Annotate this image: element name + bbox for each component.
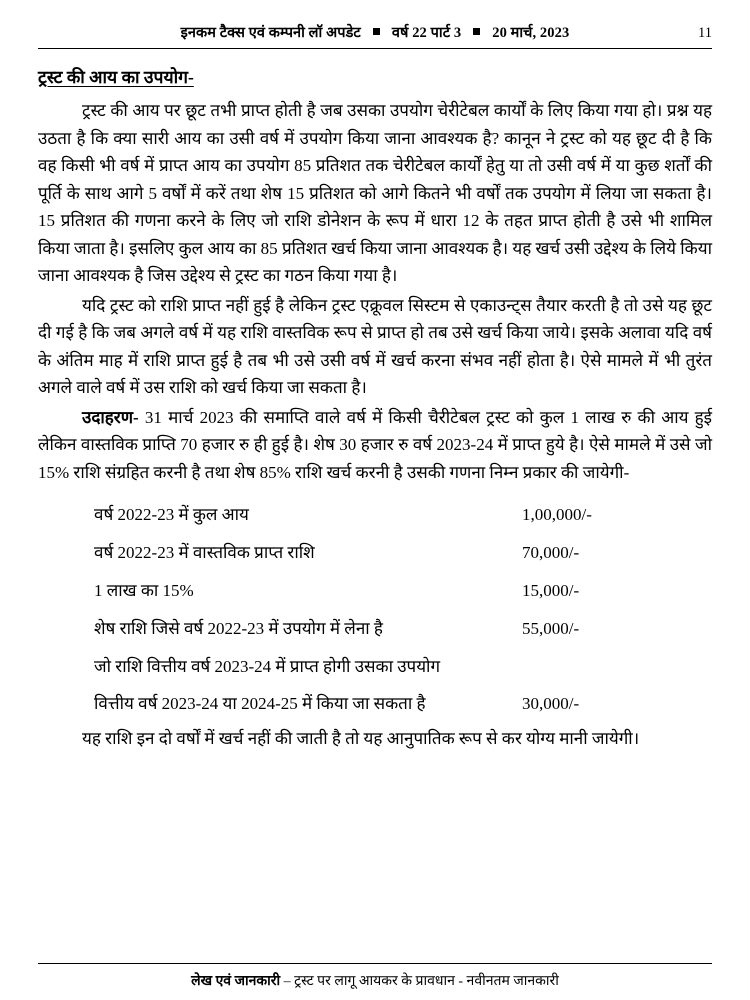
page-footer: [38, 963, 712, 990]
issue-date: 20 मार्च, 2023: [492, 25, 570, 41]
volume-part: वर्ष 22 पार्ट 3: [391, 25, 462, 41]
table-row: [38, 572, 712, 610]
paragraph: यदि ट्रस्ट को राशि प्राप्त नहीं हुई है लेकिन ट्रस्ट एक्रूवल सिस्टम से एकाउन्ट्स तैयार करती है तो उसे यह छूट दी गई है कि जब अगले वर्ष में यह राशि वास्तविक रूप से प्राप्त हो तब उसे खर्च किया जाये। इसके अलावा यदि वर्ष के अंतिम माह में राशि प्राप्त हुई है तब भी उसे उसी वर्ष में खर्च करना संभव नहीं होता है। ऐसे मामले में भी तुरंत अगले वाले वर्ष में उस राशि को खर्च किया जा सकता है।: [38, 295, 712, 398]
page-content: [38, 53, 712, 957]
table-cell-value: 15,000/-: [522, 581, 580, 601]
table-cell-value: 70,000/-: [522, 543, 580, 563]
square-bullet-icon: [373, 28, 380, 35]
table-cell-label: वर्ष 2022-23 में कुल आय: [94, 505, 249, 525]
journal-title: इनकम टैक्स एवं कम्पनी लॉ अपडेट: [180, 25, 361, 41]
running-head: [38, 22, 712, 42]
footer-label: लेख एवं जानकारी: [191, 974, 281, 989]
table-cell-label: शेष राशि जिसे वर्ष 2022-23 में उपयोग में लेना है: [94, 618, 383, 638]
page-header: [38, 22, 712, 49]
computation-table: [38, 496, 712, 723]
page-number: 11: [698, 25, 712, 41]
example-label: उदाहरण-: [82, 407, 139, 427]
example-text: 31 मार्च 2023 की समाप्ति वाले वर्ष में किसी चैरीटेबल ट्रस्ट को कुल 1 लाख रु की आय हुई लेकिन वास्तविक प्राप्ति 70 हजार रु ही हुई है। शेष 30 हजार रु वर्ष 2023-24 में प्राप्त हुये है। ऐसे मामले में उसे जो 15% राशि संग्रहित करनी है तथा शेष 85% राशि खर्च करनी है उसकी गणना निम्न प्रकार की जायेगी-: [38, 407, 712, 482]
table-cell-label: वर्ष 2022-23 में वास्तविक प्राप्त राशि: [94, 543, 315, 563]
table-cell-label: वित्तीय वर्ष 2023-24 या 2024-25 में किया जा सकता है: [94, 694, 426, 714]
table-cell-value: 30,000/-: [522, 694, 580, 714]
paragraph: ट्रस्ट की आय पर छूट तभी प्राप्त होती है जब उसका उपयोग चेरीटेबल कार्यों के लिए किया गया हो। प्रश्न यह उठता है कि क्या सारी आय का उसी वर्ष में उपयोग किया जाना आवश्यक है? कानून ने ट्रस्ट को यह छूट दी है कि वह किसी भी वर्ष में प्राप्त आय का उपयोग 85 प्रतिशत तक चेरीटेबल कार्यों हेतु या तो उसी वर्ष में या कुछ शर्तों की पूर्ति के साथ आगे 5 वर्षों में करें तथा शेष 15 प्रतिशत को आगे कितने भी वर्षों तक उपयोग में लिया जा सकता है। 15 प्रतिशत की गणना करने के लिए जो राशि डोनेशन के रूप में धारा 12 के तहत प्राप्त होती है उसे भी शामिल किया जाता है। इसलिए कुल आय का 85 प्रतिशत खर्च किया जाना आवश्यक है। यह खर्च उसी उद्देश्य के लिये किया जाना आवश्यक है जिस उद्देश्य से ट्रस्ट का गठन किया गया है।: [38, 101, 712, 286]
table-row: [38, 496, 712, 534]
table-row: [38, 534, 712, 572]
footer-subject: – ट्रस्ट पर लागू आयकर के प्रावधान - नवीनतम जानकारी: [280, 974, 559, 989]
table-row: [38, 610, 712, 648]
table-row: [38, 648, 712, 686]
square-bullet-icon: [473, 28, 480, 35]
table-cell-label: जो राशि वित्तीय वर्ष 2023-24 में प्राप्त होगी उसका उपयोग: [94, 656, 441, 676]
table-cell-value: 1,00,000/-: [522, 505, 592, 525]
example-paragraph: [38, 404, 712, 487]
table-cell-value: [456, 648, 712, 686]
table-cell-value: 55,000/-: [522, 618, 580, 638]
section-heading: ट्रस्ट की आय का उपयोग-: [38, 67, 194, 87]
table-row: [38, 685, 712, 723]
table-cell-label: 1 लाख का 15%: [94, 581, 194, 601]
closing-paragraph: यह राशि इन दो वर्षों में खर्च नहीं की जाती है तो यह आनुपातिक रूप से कर योग्य मानी जायेगी।: [82, 729, 640, 749]
